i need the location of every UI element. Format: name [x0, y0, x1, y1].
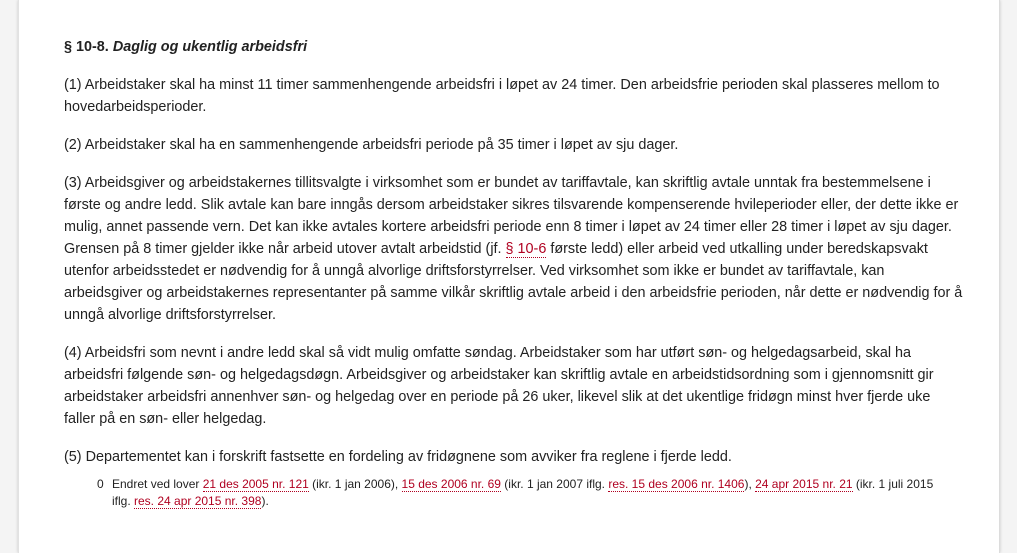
note-text: ). [261, 493, 269, 508]
law-section [64, 36, 964, 509]
law-link-2005-121[interactable]: 21 des 2005 nr. 121 [202, 477, 309, 491]
paragraph-3-text-b: første ledd) eller arbeid ved utkalling under beredskapsvakt utenfor arbeidsstedet er nødvendig for å unngå alvorlige driftsforstyrrelser. Ved virksomhet som ikke er bundet av tariffavtale, kan arbeidsgiver og arbeidstakernes representanter på samme vilkår skriftlig avtale arbeid i den arbeidsfrie perioden, når dette er nødvendig for å unngå alvorlige driftsforstyrrelser. [64, 241, 963, 323]
note-number: 0 [97, 477, 104, 491]
note-text: Endret ved lover [112, 477, 203, 491]
amendment-note [64, 476, 952, 509]
note-text: ), [744, 477, 756, 491]
document-page [18, 0, 1000, 553]
note-text: (ikr. 1 jan 2007 iflg. [500, 477, 609, 491]
section-10-6-link[interactable]: § 10-6 [505, 241, 547, 257]
resolution-link-2015-398[interactable]: res. 24 apr 2015 nr. 398 [134, 493, 262, 508]
paragraph-1: (1) Arbeidstaker skal ha minst 11 timer sammenhengende arbeidsfri i løpet av 24 timer. Den arbeidsfrie perioden skal plasseres mellom to hovedarbeidsperioder. [64, 77, 940, 115]
paragraph-5: (5) Departementet kan i forskrift fastsette en fordeling av fridøgnene som avviker fra reglene i fjerde ledd. [64, 449, 732, 465]
paragraph-4: (4) Arbeidsfri som nevnt i andre ledd skal så vidt mulig omfatte søndag. Arbeidstaker som har utført søn- og helgedagsarbeid, skal ha arbeidsfri følgende søn- og helgedagsdøgn. Arbeidsgiver og arbeidstaker kan skriftlig avtale en arbeidstidsordning som i gjennomsnitt gir arbeidstaker arbeidsfri annenhver søn- og helgedag over en periode på 26 uker, likevel slik at det ukentlige fridøgn minst hver fjerde uke faller på en søn- eller helgedag. [64, 345, 934, 427]
paragraph-2: (2) Arbeidstaker skal ha en sammenhengende arbeidsfri periode på 35 timer i løpet av sju dager. [64, 137, 679, 153]
section-number: § 10-8. [64, 39, 109, 55]
resolution-link-2006-1406[interactable]: res. 15 des 2006 nr. 1406 [608, 477, 745, 491]
paragraph-3 [64, 172, 964, 326]
section-title: Daglig og ukentlig arbeidsfri [112, 39, 308, 55]
law-link-2015-21[interactable]: 24 apr 2015 nr. 21 [755, 477, 853, 491]
note-text: (ikr. 1 juli 2015 iflg. [112, 477, 934, 508]
paragraph-3-text-a: (3) Arbeidsgiver og arbeidstakernes tillitsvalgte i virksomhet som er bundet av tariffavtale, kan skriftlig avtale unntak fra bestemmelsene i første og andre ledd. Slik avtale kan bare inngås dersom arbeidstaker sikres tilsvarende kompenserende hvileperioder eller, der dette ikke er mulig, annet passende vern. Det kan ikke avtales kortere arbeidsfri periode enn 8 timer i løpet av 24 timer eller 28 timer i løpet av sju dager. Grensen på 8 timer gjelder ikke når arbeid utover avtalt arbeidstid (jf. [64, 175, 959, 257]
note-text: (ikr. 1 jan 2006), [308, 477, 402, 491]
section-heading [64, 36, 964, 58]
law-link-2006-69[interactable]: 15 des 2006 nr. 69 [401, 477, 501, 491]
